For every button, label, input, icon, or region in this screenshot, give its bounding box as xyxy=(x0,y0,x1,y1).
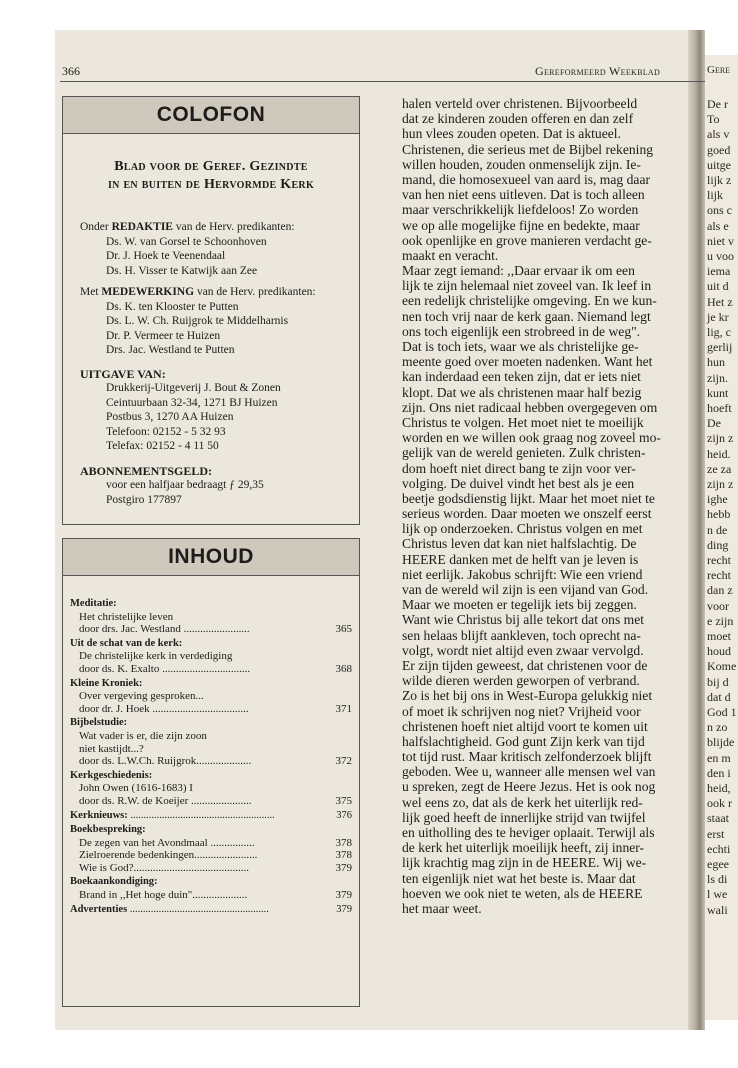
article-line: niet eerlijk. Jakobus schrijft: Wie een vriend xyxy=(402,566,643,582)
medewerking-member: Drs. Jac. Westland te Putten xyxy=(106,344,235,356)
article-line: meente goed over moeten nadenken. Want het xyxy=(402,354,653,370)
article-line: volging. De duivel vindt het best als je een xyxy=(402,475,635,491)
article-line: Zo is het bij ons in West-Europa gelukkig niet xyxy=(402,688,653,704)
article-line: serieus worden. Daar moeten we onszelf eerst xyxy=(402,506,652,522)
next-page-line: ighe xyxy=(707,492,728,507)
next-page-line: l we xyxy=(707,887,728,902)
article-line: Maar zegt iemand: ,,Daar ervaar ik om een xyxy=(402,263,635,279)
article-line: geboden. Wee u, wanneer alle mensen wel van xyxy=(402,764,656,780)
next-page-line: n zo xyxy=(707,720,728,735)
article-line: HEERE danken met de helft van je leven is xyxy=(402,551,639,567)
inhoud-title: INHOUD xyxy=(63,539,359,576)
next-page-line: ding xyxy=(707,537,729,552)
toc-page-number: 365 xyxy=(335,623,352,636)
uitgave-line: Postbus 3, 1270 AA Huizen xyxy=(106,411,234,423)
toc-section-title: Advertenties xyxy=(70,903,128,915)
redaktie-post: van de Herv. predikanten: xyxy=(172,221,295,233)
next-page-line: God 1 xyxy=(707,705,737,719)
article-line: maakt en veracht. xyxy=(402,247,499,263)
colofon-box xyxy=(62,96,360,525)
uitgave-block xyxy=(63,367,359,454)
next-page-line: Het z xyxy=(707,294,733,309)
toc-entry-text: door dr. J. Hoek ................................... xyxy=(79,702,249,715)
toc-entry-text: door ds. K. Exalto ................................ xyxy=(79,662,251,675)
article-line: beetje godsdienstig lijkt. Maar het moet niet te xyxy=(402,490,655,506)
next-page-line: bij d xyxy=(707,674,729,689)
abonnement-line: Postgiro 177897 xyxy=(106,493,182,506)
article-line: mand, die homosexueel van aard is, mag daar xyxy=(402,171,650,187)
next-page-line: den i xyxy=(707,765,731,780)
next-page-line: n de xyxy=(707,522,728,537)
toc-entry xyxy=(70,795,359,808)
page-margin-bottom xyxy=(55,1030,705,1068)
next-page-line: als v xyxy=(707,127,730,142)
medewerking-member: Ds. K. ten Klooster te Putten xyxy=(106,300,239,313)
article-line: christenen hoeft niet altijd voort te komen uit xyxy=(402,718,648,734)
medewerking-post: van de Herv. predikanten: xyxy=(194,286,316,298)
toc-entry-text: door ds. L.W.Ch. Ruijgrok.................... xyxy=(79,755,252,768)
toc-entry xyxy=(70,837,359,850)
next-page-line: ls di xyxy=(707,872,728,887)
toc-page-number: 378 xyxy=(335,836,352,849)
next-page-line: recht xyxy=(707,568,731,583)
article-line: hun vlees zouden opeten. Dat is aktueel. xyxy=(402,126,621,142)
next-page-line: lijk z xyxy=(707,173,732,187)
toc-entry xyxy=(70,623,359,636)
article-line: hoeven we ook niet te weten, als de HEERE xyxy=(402,885,643,901)
article-line: dat ze kinderen zouden offeren en dan zelf xyxy=(402,111,634,127)
uitgave-title: UITGAVE VAN: xyxy=(80,366,166,381)
next-page-header: Gere xyxy=(707,64,731,76)
next-page-line: e zijn xyxy=(707,613,734,628)
toc-page-number: 375 xyxy=(335,794,352,807)
next-page-line: als e xyxy=(707,218,729,233)
toc-section-title: Uit de schat van de kerk: xyxy=(70,637,183,649)
redaktie-member: Ds. H. Visser te Katwijk aan Zee xyxy=(106,264,258,277)
next-page-line: goed xyxy=(707,142,731,157)
uitgave-line: Drukkerij-Uitgeverij J. Bout & Zonen xyxy=(106,382,281,394)
toc-entry-text: Brand in ,,Het hoge duin".................... xyxy=(79,889,248,902)
article-line: lijk krachtig mag zijn in de HEERE. Wij we- xyxy=(402,855,647,871)
toc-page-number: 379 xyxy=(336,903,352,915)
toc-entry-text: Zielroerende bedenkingen....................... xyxy=(79,849,258,862)
toc-entry: niet kastijdt...? xyxy=(79,742,144,755)
next-page-line: ook r xyxy=(707,796,732,811)
article-line: lijk goed heeft de innerlijke strijd van twijfel xyxy=(402,809,646,825)
subtitle-line-2: in en buiten de Hervormde Kerk xyxy=(107,177,315,192)
toc-entry-text: Wie is God?.......................................... xyxy=(79,861,250,874)
redaktie-intro xyxy=(80,220,359,235)
toc-kerknieuws xyxy=(70,810,359,823)
toc-section-title: Kerknieuws: xyxy=(70,809,128,821)
next-page-line: dat d xyxy=(707,689,731,704)
article-line: wilde dieren werden geworpen of verbrand. xyxy=(402,673,640,689)
article-line: nen toch vrij naar de kerk gaan. Niemand legt xyxy=(402,308,651,324)
article-line: of moet ik schrijven nog niet? Vrijheid voor xyxy=(402,703,641,719)
toc-page-number: 378 xyxy=(335,849,352,862)
toc-entry xyxy=(70,703,359,716)
next-page-line: houd xyxy=(707,644,731,659)
article-line: Christus te volgen. Het moet niet te moeilijk xyxy=(402,414,644,430)
next-page-line: zijn z xyxy=(707,477,734,491)
article-line: ons toch eigenlijk een strobreed in de weg". xyxy=(402,323,641,339)
toc-entry: John Owen (1616-1683) I xyxy=(79,782,193,795)
running-title: Gereformeerd Weekblad xyxy=(535,64,661,78)
toc-entry: Het christelijke leven xyxy=(79,610,174,623)
article-line: kan inderdaad een teken zijn, dat er iets niet xyxy=(402,369,641,385)
uitgave-line: Telefoon: 02152 - 5 32 93 xyxy=(106,425,226,438)
article-line: maar verschrikkelijk liefdeloos! Zo worden xyxy=(402,202,639,218)
next-page-line: De xyxy=(707,416,721,431)
next-page-line: ons c xyxy=(707,203,732,218)
article-line: Want wie Christus bij alle tekort dat ons met xyxy=(402,612,645,628)
article-line: ten eigenlijk niet wat het beste is. Maar dat xyxy=(402,870,636,886)
redaktie-member: Dr. J. Hoek te Veenendaal xyxy=(106,250,226,262)
next-page-line: erst xyxy=(707,826,725,841)
redaktie-member: Ds. W. van Gorsel te Schoonhoven xyxy=(106,235,267,248)
article-line: worden en we willen ook graag nog zoveel mo- xyxy=(402,430,661,446)
colofon-title: COLOFON xyxy=(63,97,359,134)
next-page-line: voor xyxy=(707,598,729,613)
toc-advertenties xyxy=(70,904,359,917)
next-page-line: dan z xyxy=(707,583,733,598)
book-spine xyxy=(688,30,705,1030)
next-page-line: lig, c xyxy=(707,325,731,339)
toc-entry xyxy=(70,663,359,676)
uitgave-line: Telefax: 02152 - 4 11 50 xyxy=(106,440,219,452)
toc-entry: Over vergeving gesproken... xyxy=(79,690,204,703)
article-line: dom hoeft niet direct bang te zijn voor ver- xyxy=(402,460,636,476)
article-line: zijn. Ons niet radicaal hebben overgegeven om xyxy=(402,399,658,415)
inhoud-box xyxy=(62,538,360,1007)
next-page-line: zijn z xyxy=(707,431,734,446)
next-page-line: gerlij xyxy=(707,340,733,355)
next-page-line: u voo xyxy=(707,249,734,263)
article-line: wel eens zo, dat als de kerk het uiterlijk red- xyxy=(402,794,643,810)
toc-section-title: Meditatie: xyxy=(70,598,117,609)
next-page-line: Kome xyxy=(707,659,737,674)
next-page-line: staat xyxy=(707,811,729,826)
next-page-edge xyxy=(705,55,738,1020)
next-page-line: De r xyxy=(707,97,728,111)
toc-entry xyxy=(70,889,359,902)
article-line: volgt, wordt niet altijd even zwaar vervolgd. xyxy=(402,642,644,658)
toc-entry: Wat vader is er, die zijn zoon xyxy=(79,729,207,742)
table-of-contents xyxy=(63,598,359,916)
article-line: Christus leven dat kan niet halfslachtig. De xyxy=(402,536,637,552)
next-page-line: wali xyxy=(707,902,728,917)
header-rule xyxy=(60,81,705,82)
article-line: we op alle mogelijke fijne en bedekte, maar xyxy=(402,217,640,233)
article-line: klopt. Dat we als christenen maar half bezig xyxy=(402,384,642,400)
toc-page-number: 372 xyxy=(335,755,352,768)
toc-entry xyxy=(70,849,359,862)
subtitle-line-1: Blad voor de Geref. Gezindte xyxy=(114,159,308,174)
redaktie-block xyxy=(63,220,359,278)
article-line: sen helaas blijft aankleven, toch oprecht na- xyxy=(402,627,641,643)
colofon-subtitle xyxy=(63,158,359,194)
toc-entry: De christelijke kerk in verdediging xyxy=(79,650,233,663)
toc-page-number: 376 xyxy=(336,809,352,821)
toc-section-title: Bijbelstudie: xyxy=(70,717,128,729)
next-page-line: To xyxy=(707,112,720,127)
article-line: Maar we moeten er tegelijk iets bij zeggen. xyxy=(402,597,637,613)
article-line: halen verteld over christenen. Bijvoorbeeld xyxy=(402,96,638,111)
toc-entry xyxy=(70,862,359,875)
article-line: ook openlijke en grove manieren verdacht ge- xyxy=(402,232,652,248)
toc-page-number: 368 xyxy=(335,662,352,675)
article-line: Er zijn tijden geweest, dat christenen voor de xyxy=(402,657,648,673)
next-page-line: uitge xyxy=(707,157,731,172)
article-line: Christenen, die serieus met de Bijbel rekening xyxy=(402,141,654,157)
next-page-line: heid. xyxy=(707,446,731,461)
next-page-line: lijk xyxy=(707,188,724,203)
toc-section-title: Boekaankondiging: xyxy=(70,876,158,888)
redaktie-pre: Onder xyxy=(80,221,112,233)
toc-leader: ..................................................... xyxy=(127,903,269,915)
next-page-line: blijde xyxy=(707,735,735,750)
medewerking-block xyxy=(63,285,359,358)
toc-page-number: 379 xyxy=(335,889,352,902)
next-page-line: kunt xyxy=(707,385,729,400)
next-page-line: hoeft xyxy=(707,401,732,415)
toc-entry-text: De zegen van het Avondmaal ................ xyxy=(79,836,255,849)
next-page-line: echti xyxy=(707,841,731,856)
abonnement-line: voor een halfjaar bedraagt ƒ 29,35 xyxy=(106,479,264,491)
toc-section-title: Kerkgeschiedenis: xyxy=(70,769,153,781)
next-page-line: hun xyxy=(707,355,725,370)
toc-entry-text: door drs. Jac. Westland ........................ xyxy=(79,623,250,636)
next-page-line: niet v xyxy=(707,233,734,248)
toc-entry xyxy=(70,755,359,768)
medewerking-label: MEDEWERKING xyxy=(101,286,195,298)
medewerking-member: Ds. L. W. Ch. Ruijgrok te Middelharnis xyxy=(106,315,289,327)
next-page-line: egee xyxy=(707,857,729,871)
next-page-line: hebb xyxy=(707,507,731,522)
next-page-line: heid, xyxy=(707,781,731,795)
redaktie-label: REDAKTIE xyxy=(111,221,173,233)
toc-entry-text: door ds. R.W. de Koeijer ...................... xyxy=(79,794,252,807)
article-line: Dat is toch iets, waar we als christelijke ge- xyxy=(402,339,639,354)
abonnement-block xyxy=(63,464,359,508)
medewerking-intro xyxy=(80,285,359,300)
article-line: van de wereld wil zijn is een vijand van God. xyxy=(402,582,649,597)
article-line: lijk op onderzoeken. Christus volgen en met xyxy=(402,521,643,537)
toc-leader: ....................................................... xyxy=(127,809,275,821)
next-page-line: zijn. xyxy=(707,370,728,385)
article-line: halfslachtigheid. God gunt Zijn kerk van tijd xyxy=(402,733,645,749)
article-line: tot tijd rust. Maar kritisch zelfonderzoek blijft xyxy=(402,749,652,765)
next-page-line: en m xyxy=(707,750,731,765)
article-column xyxy=(402,96,684,916)
uitgave-line: Ceintuurbaan 32-34, 1271 BJ Huizen xyxy=(106,396,278,409)
next-page-line: ze za xyxy=(707,461,732,476)
next-page-line: iema xyxy=(707,264,731,279)
next-page-line: moet xyxy=(707,629,731,643)
next-page-line: uit d xyxy=(707,279,729,294)
page-number: 366 xyxy=(62,64,80,78)
article-line: lijk te zijn helemaal niet zoveel van. Ik leef in xyxy=(402,278,652,294)
next-page-line: je kr xyxy=(707,309,729,324)
medewerking-pre: Met xyxy=(80,286,102,298)
article-line: de kerk het uiterlijk moeilijk heeft, zij inner- xyxy=(402,840,645,856)
article-line: en uitholling des te heviger oplaait. Terwijl als xyxy=(402,825,655,840)
toc-section-title: Boekbespreking: xyxy=(70,824,146,836)
article-line: het maar weet. xyxy=(402,900,482,916)
article-line: willen houden, zouden onmenselijk zijn. Ie- xyxy=(402,156,641,172)
article-line: een redelijk christelijke omgeving. En we kun- xyxy=(402,293,657,309)
toc-page-number: 379 xyxy=(335,861,352,874)
article-line: u spreken, zegt de Heere Jezus. Het is ook nog xyxy=(402,779,656,795)
toc-page-number: 371 xyxy=(335,702,352,715)
article-line: van hen niet eens uitleven. Dat is toch alleen xyxy=(402,187,645,203)
medewerking-member: Dr. P. Vermeer te Huizen xyxy=(106,329,221,342)
next-page-line: recht xyxy=(707,553,731,567)
article-line: gelijk van de wereld genieten. Zulk christen- xyxy=(402,445,646,461)
abonnement-title: ABONNEMENTSGELD: xyxy=(80,463,213,478)
toc-section-title: Kleine Kroniek: xyxy=(70,677,143,689)
